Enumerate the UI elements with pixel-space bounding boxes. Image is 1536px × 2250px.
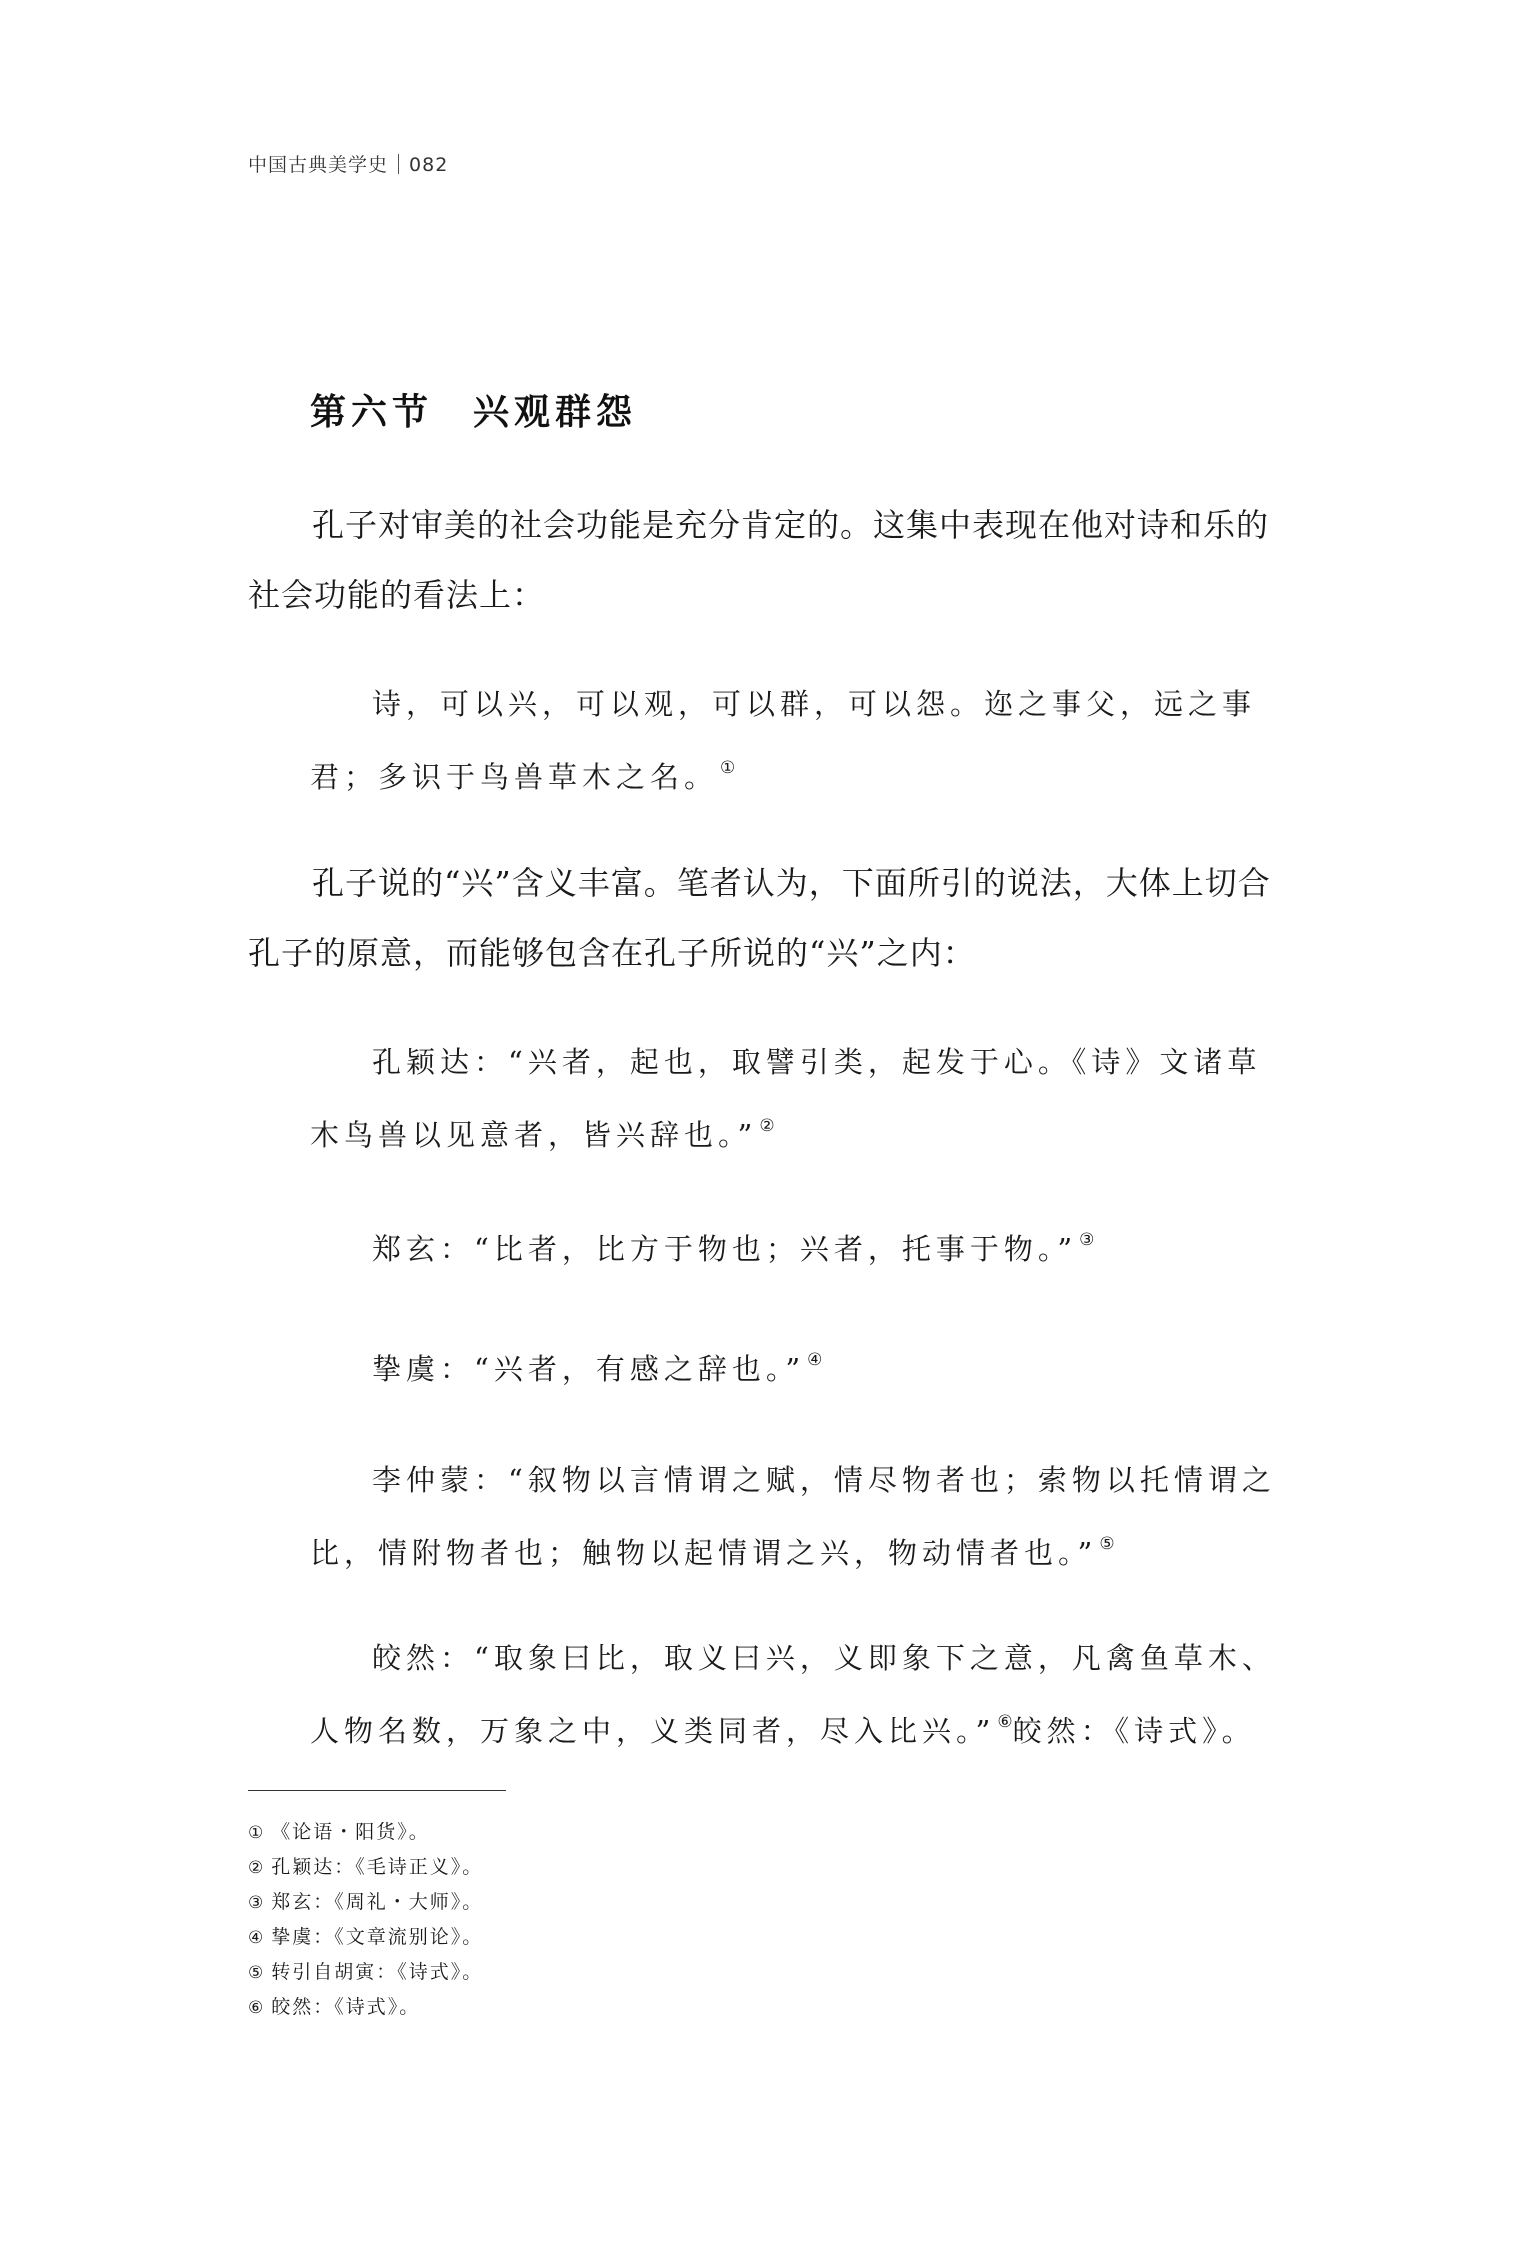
footnote-item: ⑥ 皎然：《诗式》。: [248, 1996, 421, 2018]
inline-footnote-text: 皎然：《诗式》。: [1012, 1714, 1256, 1748]
block-quote: 郑玄：“比者，比方于物也；兴者，托事于物。” ③: [372, 1230, 1095, 1266]
running-head: [248, 150, 448, 177]
page-number: 082: [409, 154, 449, 176]
block-quote: 诗，可以兴，可以观，可以群，可以怨。迩之事父，远之事君；多识于鸟兽草木之名。 ①: [310, 687, 1257, 794]
footnote-item: ③ 郑玄：《周礼・大师》。: [248, 1891, 484, 1913]
footnote-ref[interactable]: ②: [759, 1116, 775, 1136]
footnote-ref[interactable]: ①: [720, 758, 736, 778]
block-quote: 孔颖达：“兴者，起也，取譬引类，起发于心。《诗》文诸草木鸟兽以见意者，皆兴辞也。” ②: [310, 1045, 1262, 1152]
footnote-ref[interactable]: ③: [1079, 1230, 1095, 1250]
section-number: 第六节: [310, 391, 434, 433]
footnote-item: ⑤ 转引自胡寅：《诗式》。: [248, 1961, 484, 1983]
footnote-ref[interactable]: ⑥: [997, 1712, 1013, 1732]
section-heading: [310, 384, 637, 435]
body-paragraph: 孔子说的“兴”含义丰富。笔者认为，下面所引的说法，大体上切合孔子的原意，而能够包含在孔子所说的“兴”之内：: [248, 864, 1271, 972]
footnote-ref[interactable]: ④: [807, 1350, 823, 1370]
footnote-divider: [248, 1790, 506, 1791]
footnote-item: ① 《论语・阳货》。: [248, 1821, 430, 1843]
footnote-item: ② 孔颖达：《毛诗正义》。: [248, 1856, 484, 1878]
body-paragraph: 孔子对审美的社会功能是充分肯定的。这集中表现在他对诗和乐的社会功能的看法上：: [248, 506, 1270, 614]
block-quote: 挚虞：“兴者，有感之辞也。” ④: [372, 1350, 823, 1386]
footnote-ref[interactable]: ⑤: [1099, 1534, 1115, 1554]
book-title: 中国古典美学史: [248, 154, 389, 176]
footnote-item: ④ 挚虞：《文章流别论》。: [248, 1926, 484, 1948]
section-title: 兴观群怨: [473, 391, 638, 433]
header-separator: [398, 154, 399, 174]
block-quote: 皎然：“取象曰比，取义曰兴，义即象下之意，凡禽鱼草木、人物名数，万象之中，义类同者，尽入比兴。” ⑥皎然：《诗式》。: [310, 1641, 1276, 1748]
block-quote: 李仲蒙：“叙物以言情谓之赋，情尽物者也；索物以托情谓之比，情附物者也；触物以起情谓之兴，物动情者也。” ⑤: [310, 1463, 1276, 1570]
footnotes: [248, 1815, 1148, 2025]
